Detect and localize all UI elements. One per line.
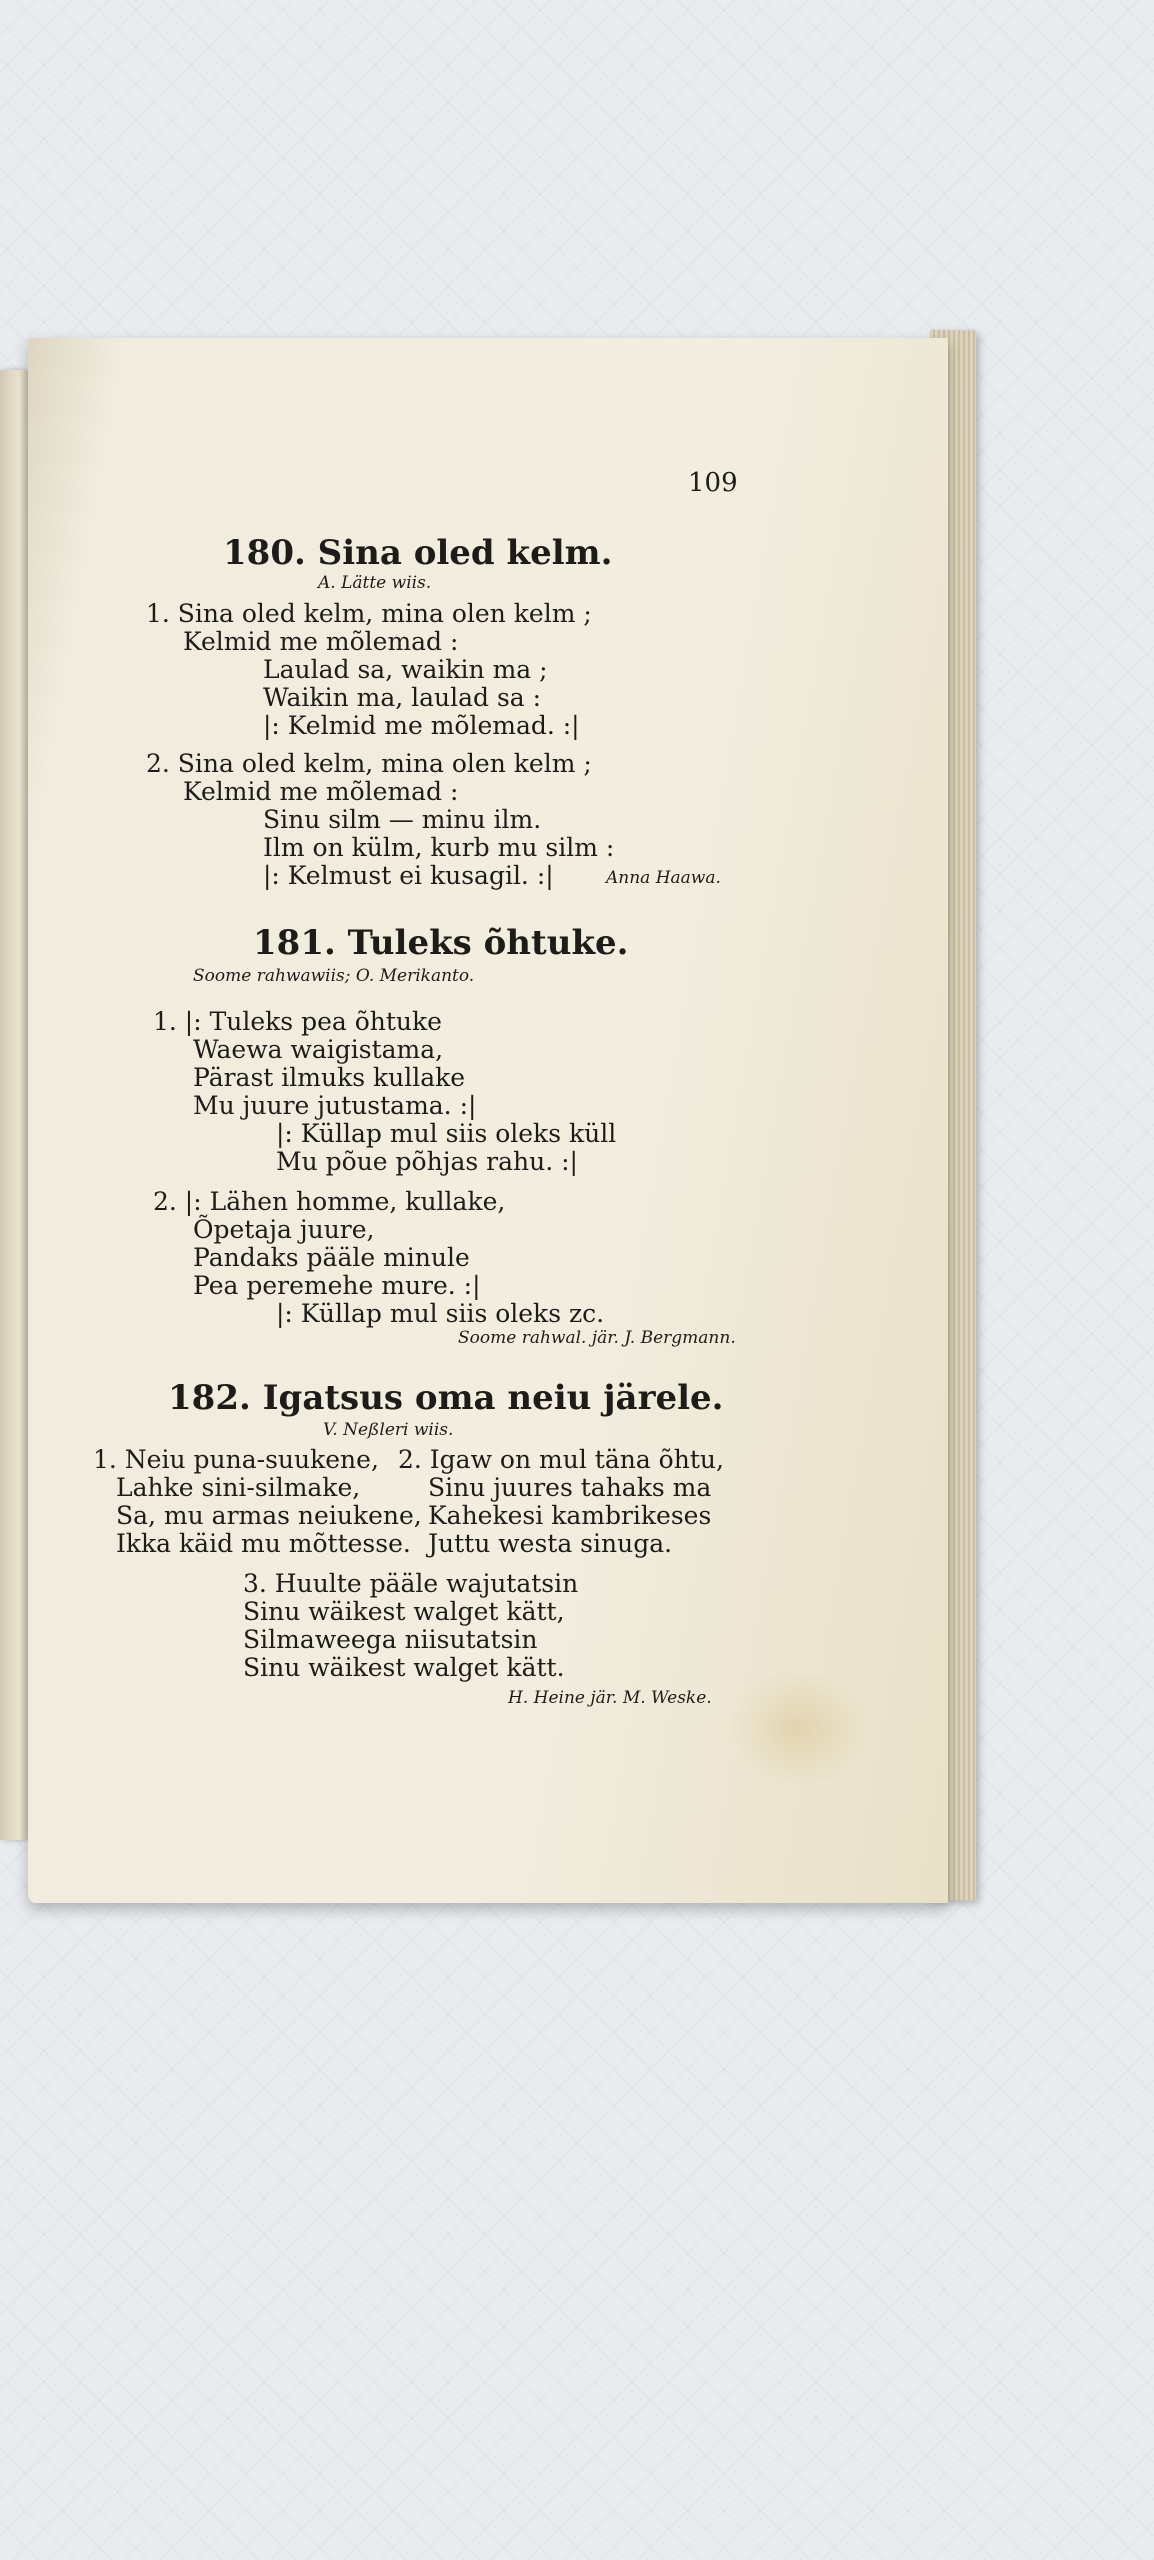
song-author: Soome rahwal. jär. J. Bergmann. [458,1328,736,1348]
song-title: 182. Igatsus oma neiu järele. [168,1378,724,1418]
verse-line: Lahke sini-silmake, [116,1473,361,1502]
verse-line: Pea peremehe mure. :| [193,1271,481,1300]
verse-line: Pärast ilmuks kullake [193,1063,466,1092]
page-number: 109 [688,468,738,498]
verse-line: 2. Sina oled kelm, mina olen kelm ; [146,749,592,778]
song-author: H. Heine jär. M. Weske. [508,1688,712,1708]
page-stain [728,1668,868,1788]
verse-line: Kelmid me mõlemad : [183,627,459,656]
song-title: 181. Tuleks õhtuke. [253,923,629,963]
verse-line: 2. |: Lähen homme, kullake, [153,1187,506,1216]
verse-line: Pandaks pääle minule [193,1243,470,1272]
verse-line: 3. Huulte pääle wajutatsin [243,1569,579,1598]
verse-line: Sinu wäikest walget kätt. [243,1653,565,1682]
verse-line: Juttu westa sinuga. [428,1529,673,1558]
verse-line: Kelmid me mõlemad : [183,777,459,806]
song-author: Anna Haawa. [606,868,721,888]
song-title: 180. Sina oled kelm. [223,533,613,573]
verse-line: Ilm on külm, kurb mu silm : [263,833,615,862]
verse-line: Waewa waigistama, [193,1035,444,1064]
verse-line: |: Küllap mul siis oleks zc. [276,1299,605,1328]
song-melody: V. Neßleri wiis. [323,1420,454,1440]
verse-line: Sinu silm — minu ilm. [263,805,542,834]
verse-line: Sa, mu armas neiukene, [116,1501,422,1530]
verse-line: 1. Sina oled kelm, mina olen kelm ; [146,599,592,628]
verse-line: 1. Neiu puna-suukene, [93,1445,379,1474]
verse-line: 2. Igaw on mul täna õhtu, [398,1445,724,1474]
verse-line: Laulad sa, waikin ma ; [263,655,548,684]
book-page [28,338,948,1903]
song-melody: A. Lätte wiis. [318,573,432,593]
verse-line: |: Kelmust ei kusagil. :| [263,861,554,890]
verse-line: Õpetaja juure, [193,1215,375,1244]
verse-line: |: Küllap mul siis oleks küll [276,1119,617,1148]
verse-line: Kahekesi kambrikeses [428,1501,712,1530]
verse-line: Waikin ma, laulad sa : [263,683,542,712]
verse-line: Sinu juures tahaks ma [428,1473,712,1502]
verse-line: Silmaweega niisutatsin [243,1625,538,1654]
song-melody: Soome rahwawiis; O. Merikanto. [193,966,475,986]
verse-line: Ikka käid mu mõttesse. [116,1529,411,1558]
verse-line: Mu põue põhjas rahu. :| [276,1147,578,1176]
verse-line: 1. |: Tuleks pea õhtuke [153,1007,442,1036]
verse-line: Sinu wäikest walget kätt, [243,1597,565,1626]
verse-line: |: Kelmid me mõlemad. :| [263,711,580,740]
verse-line: Mu juure jutustama. :| [193,1091,477,1120]
